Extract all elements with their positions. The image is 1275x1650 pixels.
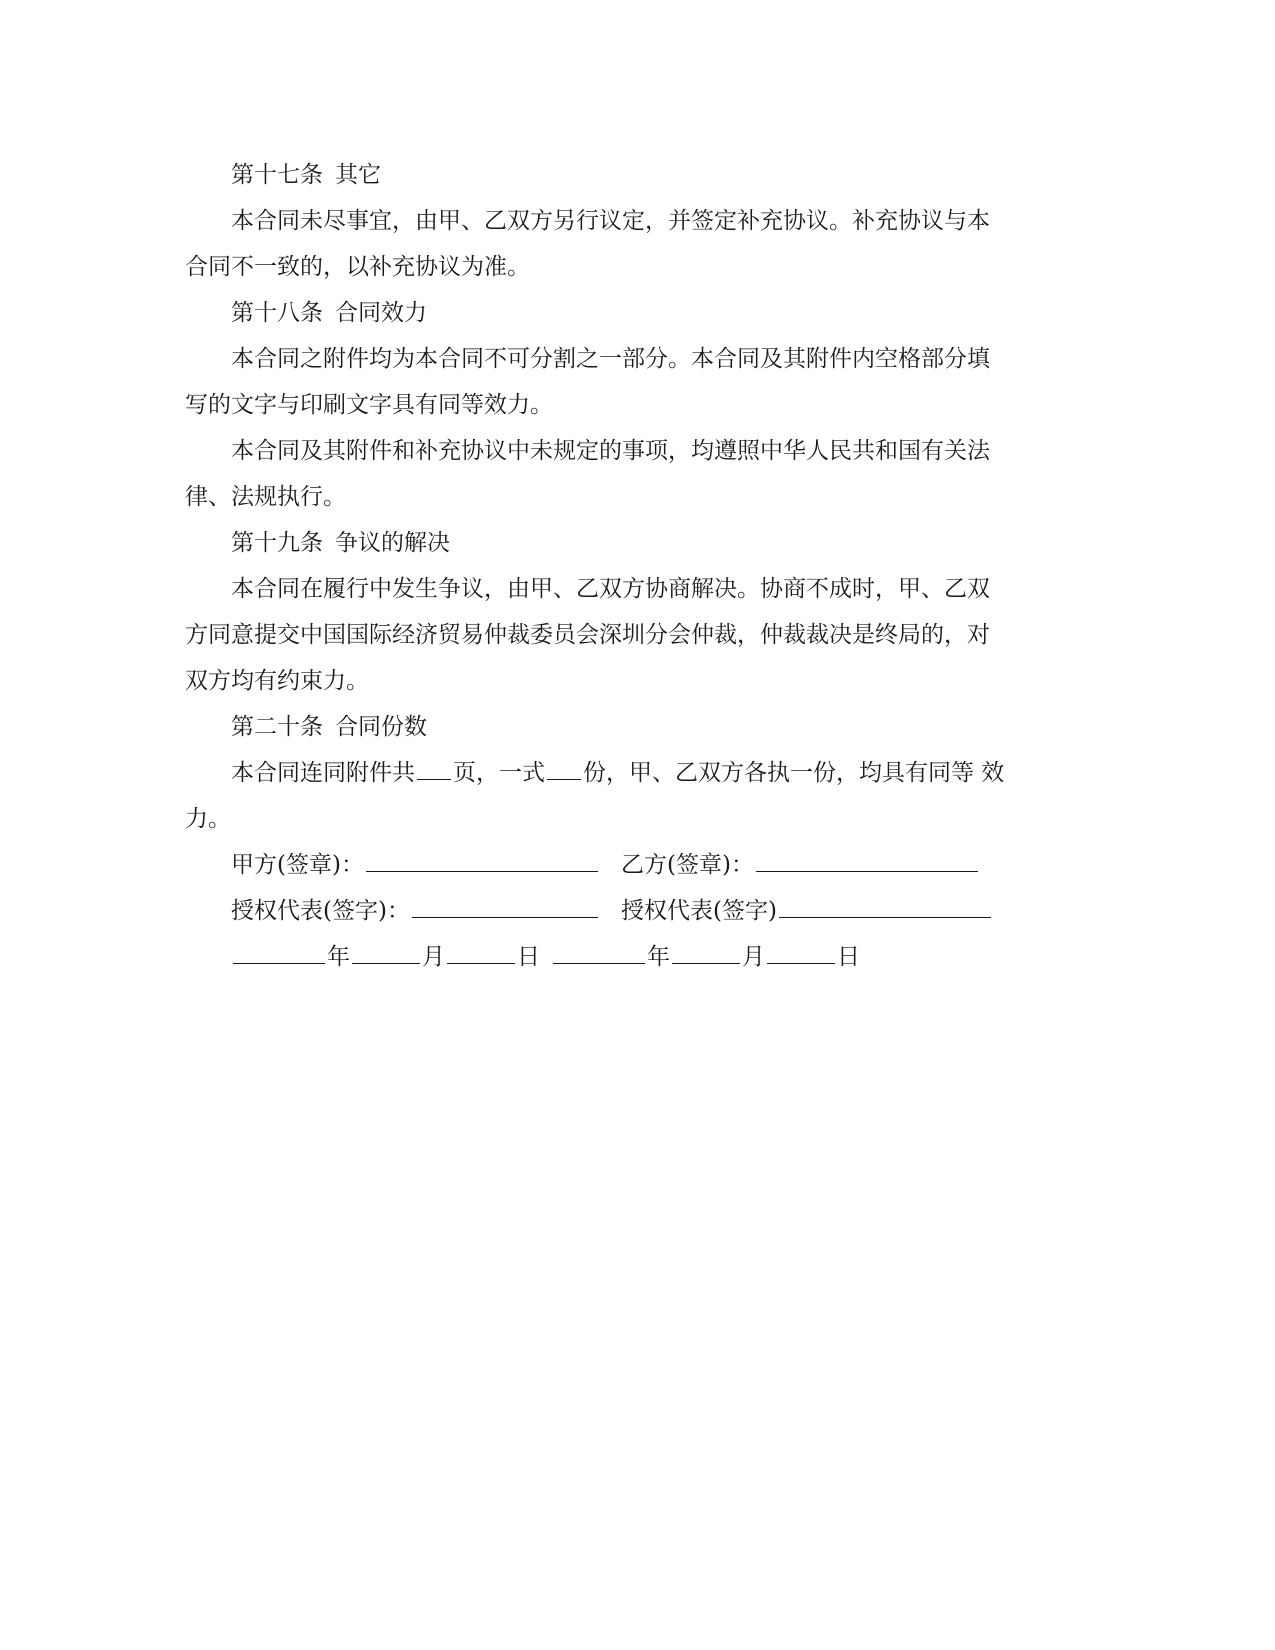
text-segment: 本合同连同附件共 <box>231 760 415 786</box>
signature-row-dates <box>185 934 1045 980</box>
paragraph-line <box>185 750 1045 796</box>
article-20-heading <box>185 704 1045 750</box>
party-a-signature <box>231 842 621 888</box>
text-segment: 页，一式 <box>453 760 545 786</box>
paragraph-line: 双方均有约束力。 <box>185 668 369 694</box>
article-19-heading <box>185 520 1045 566</box>
article-18-paragraph-2 <box>185 428 1045 520</box>
rep-a-label: 授权代表(签字)： <box>231 898 410 924</box>
party-b-label: 乙方(签章)： <box>621 852 754 878</box>
article-number: 第十七条 <box>231 162 323 188</box>
article-20-paragraph <box>185 750 1045 842</box>
article-17-paragraph-1 <box>185 198 1045 290</box>
month-blank[interactable] <box>352 937 420 964</box>
paragraph-line: 方同意提交中国国际经济贸易仲裁委员会深圳分会仲裁，仲裁裁决是终局的，对 <box>185 622 990 648</box>
document-page <box>185 152 1045 980</box>
article-title: 争议的解决 <box>335 530 450 556</box>
party-a-date <box>231 934 551 980</box>
day-blank[interactable] <box>767 937 835 964</box>
article-19-paragraph-1 <box>185 566 1045 704</box>
article-number: 第十九条 <box>231 530 323 556</box>
month-blank[interactable] <box>672 937 740 964</box>
signature-row-parties <box>185 842 1045 888</box>
rep-b-signature <box>621 888 993 934</box>
paragraph-line: 写的文字与印刷文字具有同等效力。 <box>185 392 553 418</box>
article-number: 第二十条 <box>231 714 323 740</box>
article-18-paragraph-1 <box>185 336 1045 428</box>
party-a-label: 甲方(签章)： <box>231 852 364 878</box>
copy-count-blank[interactable] <box>547 753 581 780</box>
paragraph-line: 合同不一致的，以补充协议为准。 <box>185 254 530 280</box>
article-title: 合同效力 <box>335 300 427 326</box>
day-blank[interactable] <box>447 937 515 964</box>
rep-b-label: 授权代表(签字) <box>621 898 777 924</box>
article-title: 合同份数 <box>335 714 427 740</box>
article-number: 第十八条 <box>231 300 323 326</box>
article-title: 其它 <box>335 162 381 188</box>
year-blank[interactable] <box>553 937 645 964</box>
paragraph-line: 本合同及其附件和补充协议中未规定的事项，均遵照中华人民共和国有关法 <box>231 438 990 464</box>
year-label: 年 <box>327 944 350 970</box>
signature-row-representatives <box>185 888 1045 934</box>
paragraph-line: 力。 <box>185 806 231 832</box>
day-label: 日 <box>837 944 860 970</box>
month-label: 月 <box>422 944 445 970</box>
text-segment: 份，甲、乙双方各执一份，均具有同等 效 <box>583 760 1005 786</box>
paragraph-line: 本合同在履行中发生争议，由甲、乙双方协商解决。协商不成时，甲、乙双 <box>231 576 990 602</box>
page-count-blank[interactable] <box>417 753 451 780</box>
party-b-date <box>551 934 860 980</box>
month-label: 月 <box>742 944 765 970</box>
year-label: 年 <box>647 944 670 970</box>
party-b-signature-blank[interactable] <box>756 845 978 872</box>
party-b-signature <box>621 842 980 888</box>
rep-a-signature <box>231 888 621 934</box>
paragraph-line: 律、法规执行。 <box>185 484 346 510</box>
paragraph-line: 本合同之附件均为本合同不可分割之一部分。本合同及其附件内空格部分填 <box>231 346 990 372</box>
article-18-heading <box>185 290 1045 336</box>
day-label: 日 <box>517 944 540 970</box>
rep-a-signature-blank[interactable] <box>412 891 598 918</box>
rep-b-signature-blank[interactable] <box>779 891 991 918</box>
paragraph-line: 本合同未尽事宜，由甲、乙双方另行议定，并签定补充协议。补充协议与本 <box>231 208 990 234</box>
article-17-heading <box>185 152 1045 198</box>
party-a-signature-blank[interactable] <box>366 845 598 872</box>
year-blank[interactable] <box>233 937 325 964</box>
